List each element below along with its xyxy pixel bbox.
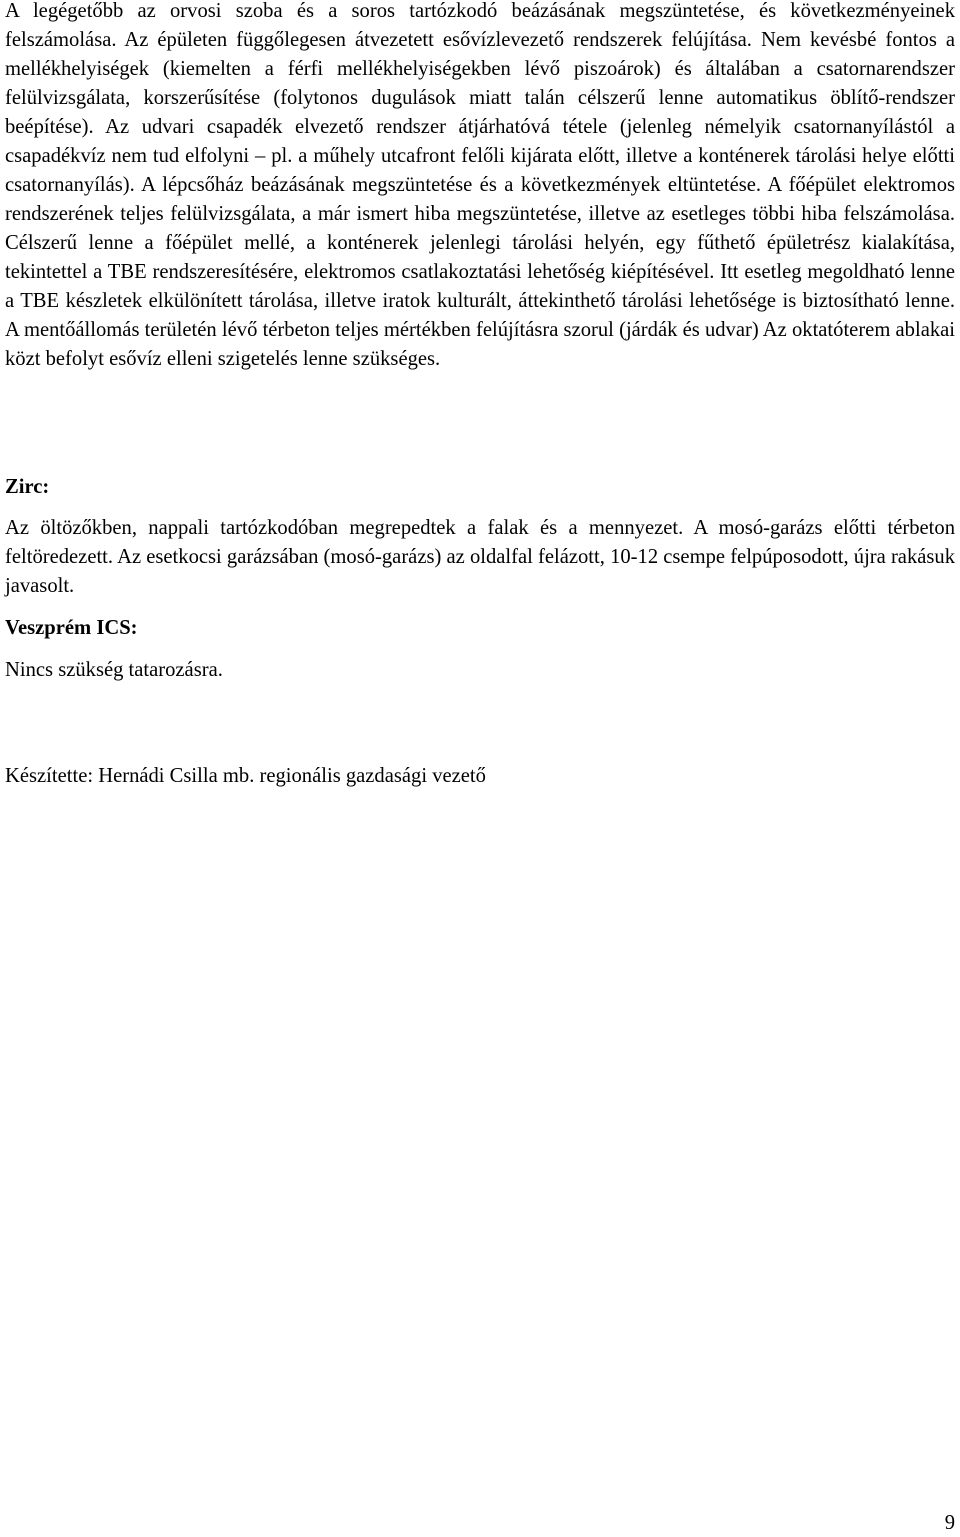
veszprem-paragraph: Nincs szükség tatarozásra.: [5, 659, 223, 681]
intro-paragraph: A legégetőbb az orvosi szoba és a soros tartózkodó beázásának megszüntetése, és következményeinek felszámolása. Az épületen függőlegesen átvezetett esővízlevezető rendszerek felújítása. Nem kevésbé fontos a mellékhelyiségek (kiemelten a férfi mellékhelyiségekben lévő piszoárok) és általában a csatornarendszer felülvizsgálata, korszerűsítése (folytonos dugulások miatt talán célszerű lenne automatikus öblítő-rendszer beépítése). Az udvari csapadék elvezető rendszer átjárhatóvá tétele (jelenleg némelyik csatornanyílástól a csapadékvíz nem tud elfolyni – pl. a műhely utcafront felőli kijárata előtt, illetve a konténerek tárolási helye előtti csatornanyílás). A lépcsőház beázásának megszüntetése és a következmények eltüntetése. A főépület elektromos rendszerének teljes felülvizsgálata, a már ismert hiba megszüntetése, illetve az esetleges többi hiba felszámolása. Célszerű lenne a főépület mellé, a konténerek jelenlegi tárolási helyén, egy fűthető épületrész kialakítása, tekintettel a TBE rendszeresítésére, elektromos csatlakoztatási lehetőség kiépítésével. Itt esetleg megoldható lenne a TBE készletek elkülönített tárolása, illetve iratok kulturált, áttekinthető tárolási lehetősége is biztosítható lenne. A mentőállomás területén lévő térbeton teljes mértékben felújításra szorul (járdák és udvar) Az oktatóterem ablakai közt befolyt esővíz elleni szigetelés lenne szükséges.: [5, 0, 955, 370]
signature-line: Készítette: Hernádi Csilla mb. regionális gazdasági vezető: [5, 765, 486, 787]
zirc-paragraph: Az öltözőkben, nappali tartózkodóban megrepedtek a falak és a mennyezet. A mosó-garázs előtti térbeton feltöredezett. Az esetkocsi garázsában (mosó-garázs) az oldalfal felázott, 10-12 csempe felpúposodott, újra rakásuk javasolt.: [5, 517, 955, 597]
zirc-heading: Zirc:: [5, 476, 50, 498]
veszprem-heading: Veszprém ICS:: [5, 617, 138, 639]
page-number: 9: [944, 1512, 955, 1534]
